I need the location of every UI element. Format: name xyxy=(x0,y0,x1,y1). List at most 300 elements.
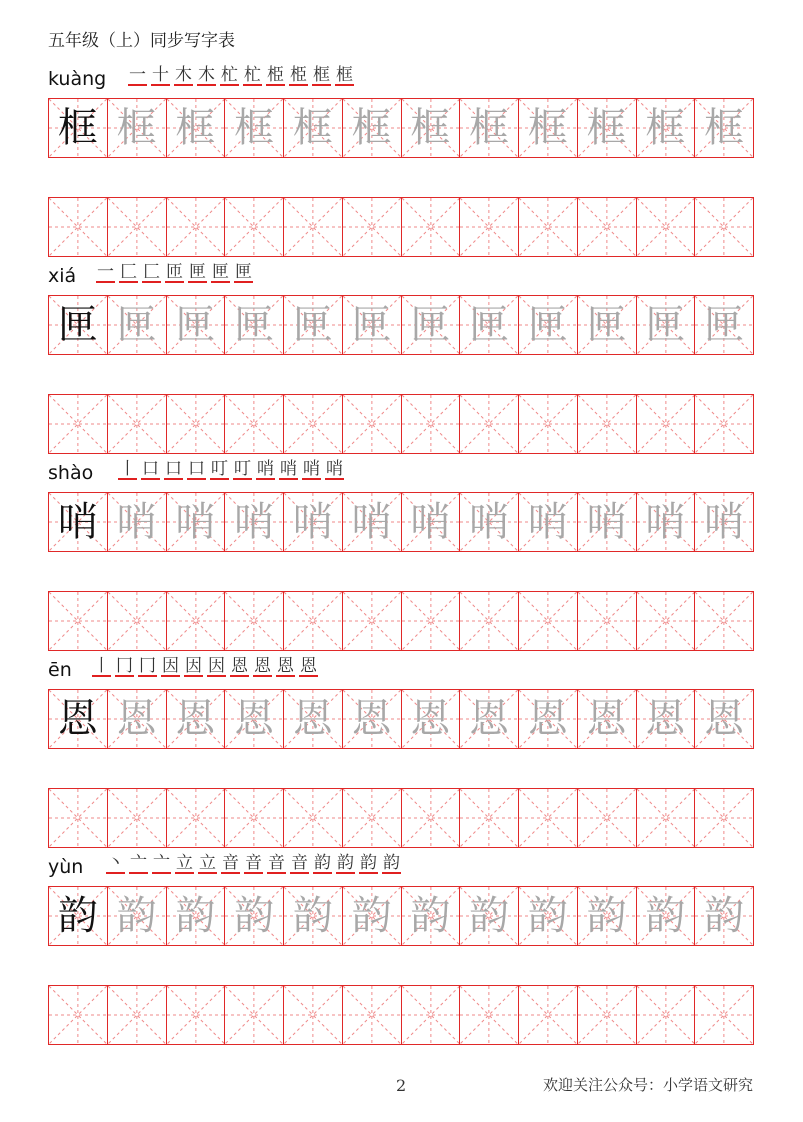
blank-practice-cell[interactable] xyxy=(694,198,753,256)
cell-guide-lines xyxy=(49,592,107,650)
blank-practice-cell[interactable] xyxy=(518,592,577,650)
trace-character: 匣 xyxy=(175,302,216,348)
blank-practice-cell[interactable] xyxy=(166,789,225,847)
cell-guide-lines xyxy=(49,986,107,1044)
trace-character: 恩 xyxy=(469,696,510,742)
stroke-step: 因 xyxy=(162,656,179,676)
cell-guide-lines xyxy=(284,198,342,256)
cell-guide-lines xyxy=(695,395,753,453)
cell-guide-lines xyxy=(519,395,577,453)
trace-cell xyxy=(636,99,695,157)
stroke-step: 口 xyxy=(142,459,159,479)
trace-character: 框 xyxy=(527,105,568,151)
trace-cell xyxy=(107,887,166,945)
cell-guide-lines xyxy=(460,198,518,256)
trace-character: 哨 xyxy=(292,499,333,545)
trace-character: 框 xyxy=(586,105,627,151)
stroke-step: 口 xyxy=(188,459,205,479)
footer-note: 欢迎关注公众号：小学语文研究 xyxy=(542,1076,753,1094)
cell-guide-lines xyxy=(167,592,225,650)
trace-character: 哨 xyxy=(586,499,627,545)
stroke-step: 丶 xyxy=(107,853,124,873)
cell-guide-lines xyxy=(225,198,283,256)
stroke-step: 音 xyxy=(268,853,285,873)
cell-guide-lines xyxy=(343,986,401,1044)
cell-guide-lines xyxy=(225,395,283,453)
cell-guide-lines xyxy=(343,395,401,453)
blank-practice-cell[interactable] xyxy=(459,592,518,650)
character-header xyxy=(48,64,754,94)
cell-guide-lines xyxy=(460,789,518,847)
blank-practice-cell[interactable] xyxy=(636,986,695,1044)
trace-cell xyxy=(694,493,753,551)
cell-guide-lines xyxy=(108,198,166,256)
cell-guide-lines xyxy=(49,395,107,453)
trace-character: 恩 xyxy=(351,696,392,742)
blank-practice-cell[interactable] xyxy=(49,592,107,650)
blank-practice-cell[interactable] xyxy=(283,592,342,650)
cell-guide-lines xyxy=(460,592,518,650)
blank-practice-cell[interactable] xyxy=(518,198,577,256)
blank-practice-cell[interactable] xyxy=(694,592,753,650)
blank-practice-cell[interactable] xyxy=(694,395,753,453)
blank-practice-cell[interactable] xyxy=(636,198,695,256)
stroke-step: 冂 xyxy=(116,656,133,676)
blank-practice-cell[interactable] xyxy=(459,789,518,847)
blank-practice-cell[interactable] xyxy=(224,198,283,256)
trace-character: 韵 xyxy=(292,893,333,939)
trace-cell xyxy=(694,296,753,354)
trace-cell xyxy=(166,296,225,354)
trace-cell xyxy=(342,99,401,157)
stroke-step: 哨 xyxy=(280,459,297,479)
stroke-step: 框 xyxy=(313,65,330,85)
trace-character: 哨 xyxy=(527,499,568,545)
blank-practice-cell[interactable] xyxy=(107,789,166,847)
stroke-step: 冂 xyxy=(139,656,156,676)
stroke-step: 韵 xyxy=(360,853,377,873)
cell-guide-lines xyxy=(637,395,695,453)
tracing-row xyxy=(48,886,754,946)
stroke-step: 匚 xyxy=(120,262,137,282)
stroke-step: 哨 xyxy=(257,459,274,479)
blank-practice-cell[interactable] xyxy=(49,986,107,1044)
trace-character: 匣 xyxy=(351,302,392,348)
trace-character: 框 xyxy=(645,105,686,151)
cell-guide-lines xyxy=(284,986,342,1044)
blank-practice-cell[interactable] xyxy=(694,789,753,847)
trace-cell xyxy=(518,296,577,354)
model-character: 框 xyxy=(57,105,98,151)
cell-guide-lines xyxy=(108,592,166,650)
trace-cell xyxy=(577,99,636,157)
cell-guide-lines xyxy=(343,198,401,256)
stroke-step: 木 xyxy=(175,65,192,85)
stroke-step: 音 xyxy=(245,853,262,873)
stroke-step: 韵 xyxy=(337,853,354,873)
practice-row xyxy=(48,985,754,1045)
blank-practice-cell[interactable] xyxy=(283,986,342,1044)
trace-cell xyxy=(166,99,225,157)
blank-practice-cell[interactable] xyxy=(577,395,636,453)
cell-guide-lines xyxy=(519,789,577,847)
blank-practice-cell[interactable] xyxy=(107,198,166,256)
trace-cell xyxy=(636,887,695,945)
blank-practice-cell[interactable] xyxy=(459,395,518,453)
cell-guide-lines xyxy=(637,789,695,847)
cell-guide-lines xyxy=(695,789,753,847)
stroke-step: 杧 xyxy=(244,65,261,85)
blank-practice-cell[interactable] xyxy=(49,395,107,453)
blank-practice-cell[interactable] xyxy=(459,198,518,256)
cell-guide-lines xyxy=(519,198,577,256)
cell-guide-lines xyxy=(402,395,460,453)
blank-practice-cell[interactable] xyxy=(577,198,636,256)
trace-cell xyxy=(459,887,518,945)
stroke-step: 恩 xyxy=(231,656,248,676)
cell-guide-lines xyxy=(167,789,225,847)
stroke-order xyxy=(118,460,344,480)
stroke-step: 匣 xyxy=(235,262,252,282)
pinyin-label: xiá xyxy=(48,265,77,287)
blank-practice-cell[interactable] xyxy=(224,395,283,453)
cell-guide-lines xyxy=(460,986,518,1044)
trace-cell xyxy=(577,690,636,748)
trace-cell xyxy=(459,296,518,354)
trace-cell xyxy=(577,296,636,354)
blank-practice-cell[interactable] xyxy=(107,592,166,650)
blank-practice-cell[interactable] xyxy=(166,395,225,453)
blank-practice-cell[interactable] xyxy=(283,198,342,256)
cell-guide-lines xyxy=(284,789,342,847)
trace-cell xyxy=(342,493,401,551)
trace-cell xyxy=(459,99,518,157)
page-number: 2 xyxy=(396,1076,407,1095)
trace-character: 框 xyxy=(351,105,392,151)
trace-character: 韵 xyxy=(116,893,157,939)
trace-cell xyxy=(694,887,753,945)
blank-practice-cell[interactable] xyxy=(342,395,401,453)
stroke-step: 音 xyxy=(291,853,308,873)
trace-cell xyxy=(518,493,577,551)
trace-character: 哨 xyxy=(351,499,392,545)
trace-cell xyxy=(694,690,753,748)
stroke-step: 恩 xyxy=(300,656,317,676)
blank-practice-cell[interactable] xyxy=(107,986,166,1044)
blank-practice-cell[interactable] xyxy=(283,395,342,453)
trace-cell xyxy=(342,296,401,354)
trace-cell xyxy=(107,493,166,551)
blank-practice-cell[interactable] xyxy=(166,592,225,650)
stroke-step: 口 xyxy=(165,459,182,479)
trace-character: 匣 xyxy=(410,302,451,348)
tracing-row xyxy=(48,295,754,355)
blank-practice-cell[interactable] xyxy=(401,986,460,1044)
trace-cell xyxy=(166,493,225,551)
practice-row xyxy=(48,197,754,257)
model-character: 哨 xyxy=(57,499,98,545)
blank-practice-cell[interactable] xyxy=(107,395,166,453)
cell-guide-lines xyxy=(343,789,401,847)
trace-character: 韵 xyxy=(704,893,745,939)
character-block xyxy=(48,458,754,545)
stroke-step: 立 xyxy=(176,853,193,873)
cell-guide-lines xyxy=(402,789,460,847)
pinyin-label: ēn xyxy=(48,659,72,681)
character-block xyxy=(48,655,754,742)
stroke-step: 哨 xyxy=(326,459,343,479)
trace-cell xyxy=(283,99,342,157)
trace-character: 框 xyxy=(704,105,745,151)
blank-practice-cell[interactable] xyxy=(166,986,225,1044)
blank-practice-cell[interactable] xyxy=(636,395,695,453)
trace-cell xyxy=(518,887,577,945)
stroke-step: 韵 xyxy=(383,853,400,873)
cell-guide-lines xyxy=(402,592,460,650)
trace-cell xyxy=(166,690,225,748)
blank-practice-cell[interactable] xyxy=(401,395,460,453)
practice-row xyxy=(48,394,754,454)
blank-practice-cell[interactable] xyxy=(342,592,401,650)
trace-cell xyxy=(107,296,166,354)
page-title: 五年级（上）同步写字表 xyxy=(48,31,235,51)
trace-character: 韵 xyxy=(469,893,510,939)
stroke-step: 匚 xyxy=(143,262,160,282)
cell-guide-lines xyxy=(460,395,518,453)
trace-character: 恩 xyxy=(645,696,686,742)
stroke-step: 因 xyxy=(185,656,202,676)
trace-cell xyxy=(224,493,283,551)
practice-row xyxy=(48,788,754,848)
trace-cell xyxy=(518,690,577,748)
cell-guide-lines xyxy=(402,986,460,1044)
stroke-step: 恩 xyxy=(254,656,271,676)
blank-practice-cell[interactable] xyxy=(49,198,107,256)
model-cell xyxy=(49,296,107,354)
trace-cell xyxy=(283,296,342,354)
cell-guide-lines xyxy=(578,198,636,256)
cell-guide-lines xyxy=(695,198,753,256)
stroke-step: 栕 xyxy=(290,65,307,85)
stroke-order xyxy=(96,263,253,283)
trace-character: 恩 xyxy=(234,696,275,742)
cell-guide-lines xyxy=(167,986,225,1044)
character-block xyxy=(48,64,754,151)
trace-character: 恩 xyxy=(116,696,157,742)
trace-character: 哨 xyxy=(410,499,451,545)
trace-character: 匣 xyxy=(469,302,510,348)
trace-character: 恩 xyxy=(586,696,627,742)
trace-character: 韵 xyxy=(351,893,392,939)
tracing-row xyxy=(48,689,754,749)
blank-practice-cell[interactable] xyxy=(224,789,283,847)
trace-character: 韵 xyxy=(234,893,275,939)
trace-cell xyxy=(459,690,518,748)
character-header xyxy=(48,458,754,488)
blank-practice-cell[interactable] xyxy=(49,789,107,847)
model-cell xyxy=(49,99,107,157)
trace-character: 韵 xyxy=(410,893,451,939)
stroke-step: 哨 xyxy=(303,459,320,479)
stroke-step: 杧 xyxy=(221,65,238,85)
stroke-step: 恩 xyxy=(277,656,294,676)
character-header xyxy=(48,655,754,685)
blank-practice-cell[interactable] xyxy=(459,986,518,1044)
trace-character: 恩 xyxy=(704,696,745,742)
trace-character: 匣 xyxy=(704,302,745,348)
blank-practice-cell[interactable] xyxy=(577,789,636,847)
stroke-step: 音 xyxy=(222,853,239,873)
blank-practice-cell[interactable] xyxy=(518,395,577,453)
cell-guide-lines xyxy=(167,395,225,453)
blank-practice-cell[interactable] xyxy=(401,592,460,650)
trace-character: 框 xyxy=(116,105,157,151)
trace-character: 匣 xyxy=(116,302,157,348)
trace-character: 框 xyxy=(410,105,451,151)
trace-cell xyxy=(224,296,283,354)
blank-practice-cell[interactable] xyxy=(342,198,401,256)
stroke-step: 一 xyxy=(129,65,146,85)
model-character: 韵 xyxy=(57,893,98,939)
cell-guide-lines xyxy=(225,789,283,847)
trace-character: 哨 xyxy=(116,499,157,545)
trace-character: 恩 xyxy=(527,696,568,742)
cell-guide-lines xyxy=(343,592,401,650)
trace-character: 哨 xyxy=(469,499,510,545)
character-block xyxy=(48,852,754,939)
stroke-step: 亠 xyxy=(153,853,170,873)
trace-cell xyxy=(224,690,283,748)
trace-cell xyxy=(577,493,636,551)
trace-cell xyxy=(342,887,401,945)
cell-guide-lines xyxy=(108,986,166,1044)
blank-practice-cell[interactable] xyxy=(636,789,695,847)
trace-cell xyxy=(224,887,283,945)
model-cell xyxy=(49,887,107,945)
blank-practice-cell[interactable] xyxy=(401,198,460,256)
stroke-step: 丨 xyxy=(119,459,136,479)
trace-character: 韵 xyxy=(527,893,568,939)
blank-practice-cell[interactable] xyxy=(342,789,401,847)
stroke-step: 一 xyxy=(97,262,114,282)
stroke-step: 框 xyxy=(336,65,353,85)
stroke-step: 匣 xyxy=(189,262,206,282)
cell-guide-lines xyxy=(695,592,753,650)
stroke-step: 立 xyxy=(199,853,216,873)
blank-practice-cell[interactable] xyxy=(224,986,283,1044)
trace-character: 框 xyxy=(469,105,510,151)
trace-cell xyxy=(518,99,577,157)
trace-cell xyxy=(283,887,342,945)
trace-cell xyxy=(694,99,753,157)
blank-practice-cell[interactable] xyxy=(283,789,342,847)
character-header xyxy=(48,852,754,882)
trace-character: 恩 xyxy=(292,696,333,742)
cell-guide-lines xyxy=(108,789,166,847)
model-character: 匣 xyxy=(57,302,98,348)
trace-character: 韵 xyxy=(175,893,216,939)
trace-cell xyxy=(283,493,342,551)
trace-cell xyxy=(577,887,636,945)
trace-character: 韵 xyxy=(586,893,627,939)
stroke-step: 木 xyxy=(198,65,215,85)
stroke-order xyxy=(128,66,354,86)
trace-cell xyxy=(401,887,460,945)
cell-guide-lines xyxy=(578,789,636,847)
trace-cell xyxy=(224,99,283,157)
trace-cell xyxy=(107,690,166,748)
cell-guide-lines xyxy=(167,198,225,256)
cell-guide-lines xyxy=(108,395,166,453)
blank-practice-cell[interactable] xyxy=(224,592,283,650)
tracing-row xyxy=(48,98,754,158)
trace-cell xyxy=(636,690,695,748)
cell-guide-lines xyxy=(637,198,695,256)
blank-practice-cell[interactable] xyxy=(694,986,753,1044)
trace-character: 匣 xyxy=(586,302,627,348)
pinyin-label: shào xyxy=(48,462,94,484)
cell-guide-lines xyxy=(284,592,342,650)
stroke-step: 韵 xyxy=(314,853,331,873)
cell-guide-lines xyxy=(225,986,283,1044)
blank-practice-cell[interactable] xyxy=(636,592,695,650)
pinyin-label: kuàng xyxy=(48,68,107,90)
trace-cell xyxy=(401,493,460,551)
blank-practice-cell[interactable] xyxy=(577,986,636,1044)
blank-practice-cell[interactable] xyxy=(518,986,577,1044)
model-cell xyxy=(49,690,107,748)
blank-practice-cell[interactable] xyxy=(166,198,225,256)
stroke-step: 丨 xyxy=(93,656,110,676)
stroke-step: 叮 xyxy=(234,459,251,479)
cell-guide-lines xyxy=(49,198,107,256)
trace-character: 框 xyxy=(234,105,275,151)
trace-character: 框 xyxy=(292,105,333,151)
trace-character: 匣 xyxy=(527,302,568,348)
stroke-order xyxy=(92,657,318,677)
blank-practice-cell[interactable] xyxy=(518,789,577,847)
trace-character: 哨 xyxy=(645,499,686,545)
trace-cell xyxy=(342,690,401,748)
stroke-step: 栕 xyxy=(267,65,284,85)
cell-guide-lines xyxy=(637,592,695,650)
trace-cell xyxy=(166,887,225,945)
blank-practice-cell[interactable] xyxy=(342,986,401,1044)
trace-cell xyxy=(636,296,695,354)
stroke-step: 匝 xyxy=(166,262,183,282)
cell-guide-lines xyxy=(578,986,636,1044)
cell-guide-lines xyxy=(695,986,753,1044)
cell-guide-lines xyxy=(402,198,460,256)
cell-guide-lines xyxy=(637,986,695,1044)
cell-guide-lines xyxy=(578,395,636,453)
cell-guide-lines xyxy=(49,789,107,847)
trace-cell xyxy=(459,493,518,551)
trace-character: 匣 xyxy=(292,302,333,348)
blank-practice-cell[interactable] xyxy=(401,789,460,847)
cell-guide-lines xyxy=(519,592,577,650)
cell-guide-lines xyxy=(284,395,342,453)
model-character: 恩 xyxy=(57,696,98,742)
trace-character: 哨 xyxy=(234,499,275,545)
tracing-row xyxy=(48,492,754,552)
blank-practice-cell[interactable] xyxy=(577,592,636,650)
trace-cell xyxy=(107,99,166,157)
cell-guide-lines xyxy=(519,986,577,1044)
stroke-step: 匣 xyxy=(212,262,229,282)
cell-guide-lines xyxy=(578,592,636,650)
pinyin-label: yùn xyxy=(48,856,84,878)
